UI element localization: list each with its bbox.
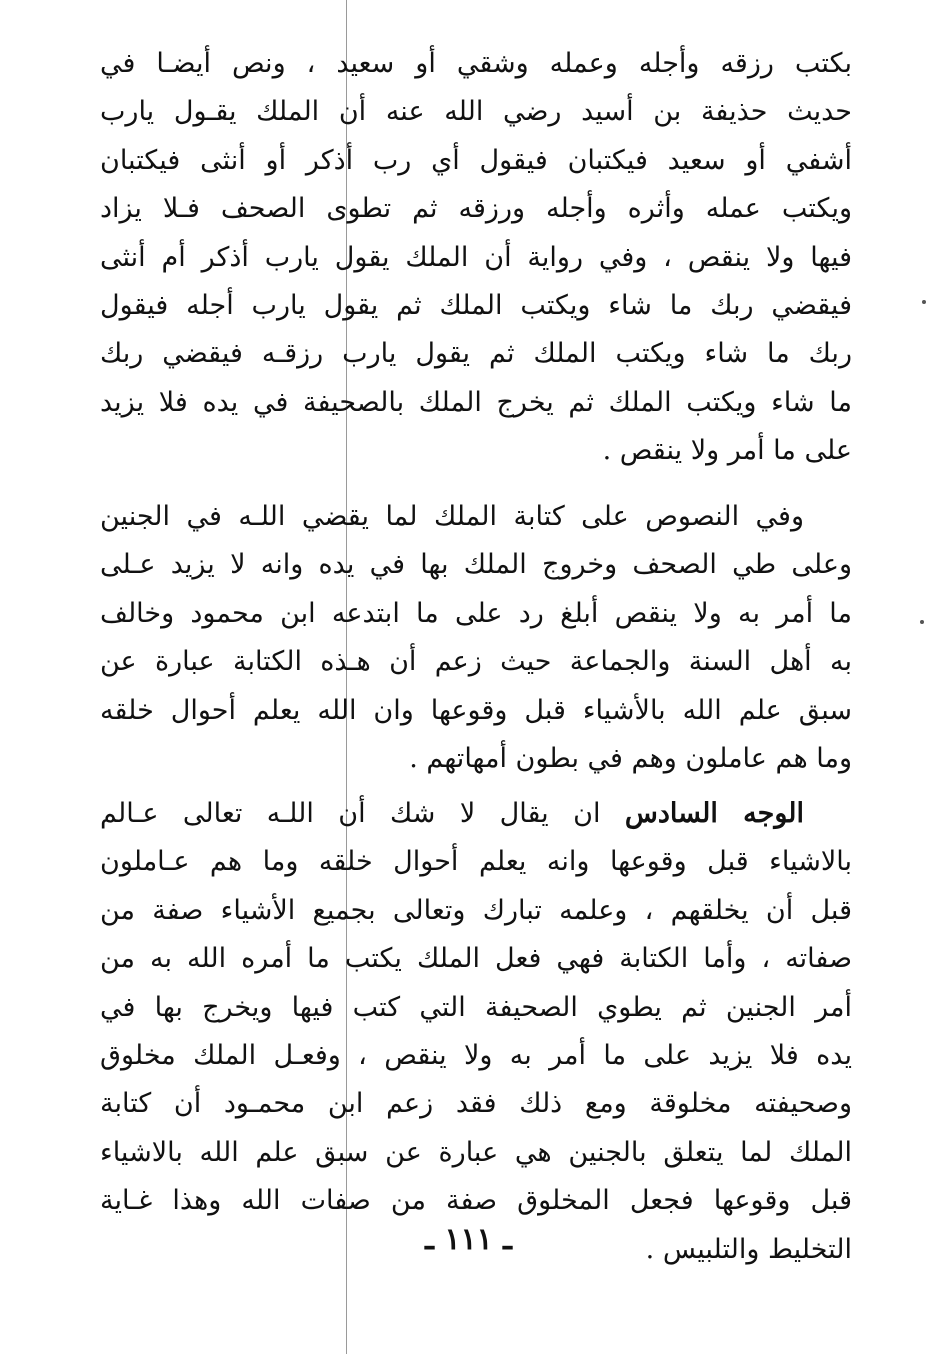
- heading-line-text: ان يقال لا شك أن اللـه تعالى عـالم: [100, 798, 601, 829]
- text-line: وما هم عاملون وهم في بطون أمهاتهم .: [409, 742, 852, 774]
- text-line: ما شاء ويكتب الملك ثم يخرج الملك بالصحيفة في يده فلا يزيد: [100, 386, 852, 418]
- paragraph-3: [100, 790, 852, 1274]
- scan-speck: [920, 620, 924, 624]
- text-line: فيها ولا ينقص ، وفي رواية أن الملك يقول يارب أذكر أم أنثى: [100, 241, 852, 273]
- text-line: التخليط والتلبيس .: [645, 1233, 852, 1265]
- text-line: ويكتب عمله وأثره وأجله ورزقه ثم تطوى الصحف فـلا يزاد: [100, 193, 852, 225]
- text-line: ما أمر به ولا ينقص أبلغ رد على ما ابتدعه ابن محمود وخالف: [100, 597, 852, 629]
- paragraph-1: [100, 40, 852, 476]
- section-heading: الوجه السادس: [624, 798, 805, 829]
- text-line: وفي النصوص على كتابة الملك لما يقضي اللـه في الجنين: [100, 501, 804, 532]
- text-line: وصحيفته مخلوقة ومع ذلك فقد زعم ابن محمـود أن كتابة: [100, 1088, 852, 1120]
- page-number: ـ ١١١ ـ: [425, 1222, 512, 1257]
- text-line: به أهل السنة والجماعة حيث زعم أن هـذه الكتابة عبارة عن: [100, 646, 852, 678]
- paragraph-2: [100, 493, 852, 783]
- text-line: وعلى طي الصحف وخروج الملك بها في يده وانه لا يزيد عـلى: [100, 549, 852, 581]
- text-line: الملك لما يتعلق بالجنين هي عبارة عن سبق علم الله بالاشياء: [100, 1136, 852, 1168]
- text-line: يده فلا يزيد على ما أمر به ولا ينقص ، وفعـل الملك مخلوق: [100, 1039, 852, 1071]
- text-line: أشفي أو سعيد فيكتبان فيقول أي رب أذكر أو أنثى فيكتبان: [100, 144, 852, 176]
- scan-speck: [922, 300, 926, 304]
- text-line: حديث حذيفة بن أسيد رضي الله عنه أن الملك يقـول يارب: [100, 96, 852, 128]
- text-line: أمر الجنين ثم يطوي الصحيفة التي كتب فيها ويخرج بها في: [100, 991, 852, 1023]
- text-line: على ما أمر ولا ينقص .: [602, 435, 852, 467]
- text-line: بالاشياء قبل وقوعها وانه يعلم أحوال خلقه وما هم عـاملون: [100, 846, 852, 878]
- text-line: بكتب رزقه وأجله وعمله وشقي أو سعيد ، ونص أيضـا في: [100, 48, 852, 79]
- text-line: سبق علم الله بالأشياء قبل وقوعها وان الله يعلم أحوال خلقه: [100, 694, 852, 726]
- text-line: صفاته ، وأما الكتابة فهي فعل الملك يكتب ما أمره الله به من: [100, 943, 852, 975]
- text-line: قبل أن يخلقهم ، وعلمه تبارك وتعالى بجميع الأشياء صفة من: [100, 894, 852, 926]
- text-line: ربك ما شاء ويكتب الملك ثم يقول يارب رزقـه فيقضي ربك: [100, 338, 852, 370]
- text-line-with-heading: [100, 790, 852, 838]
- text-line: قبل وقوعها فجعل المخلوق صفة من صفات الله وهذا غـاية: [100, 1185, 852, 1217]
- text-line: فيقضي ربك ما شاء ويكتب الملك ثم يقول يارب أجله فيقول: [100, 289, 852, 321]
